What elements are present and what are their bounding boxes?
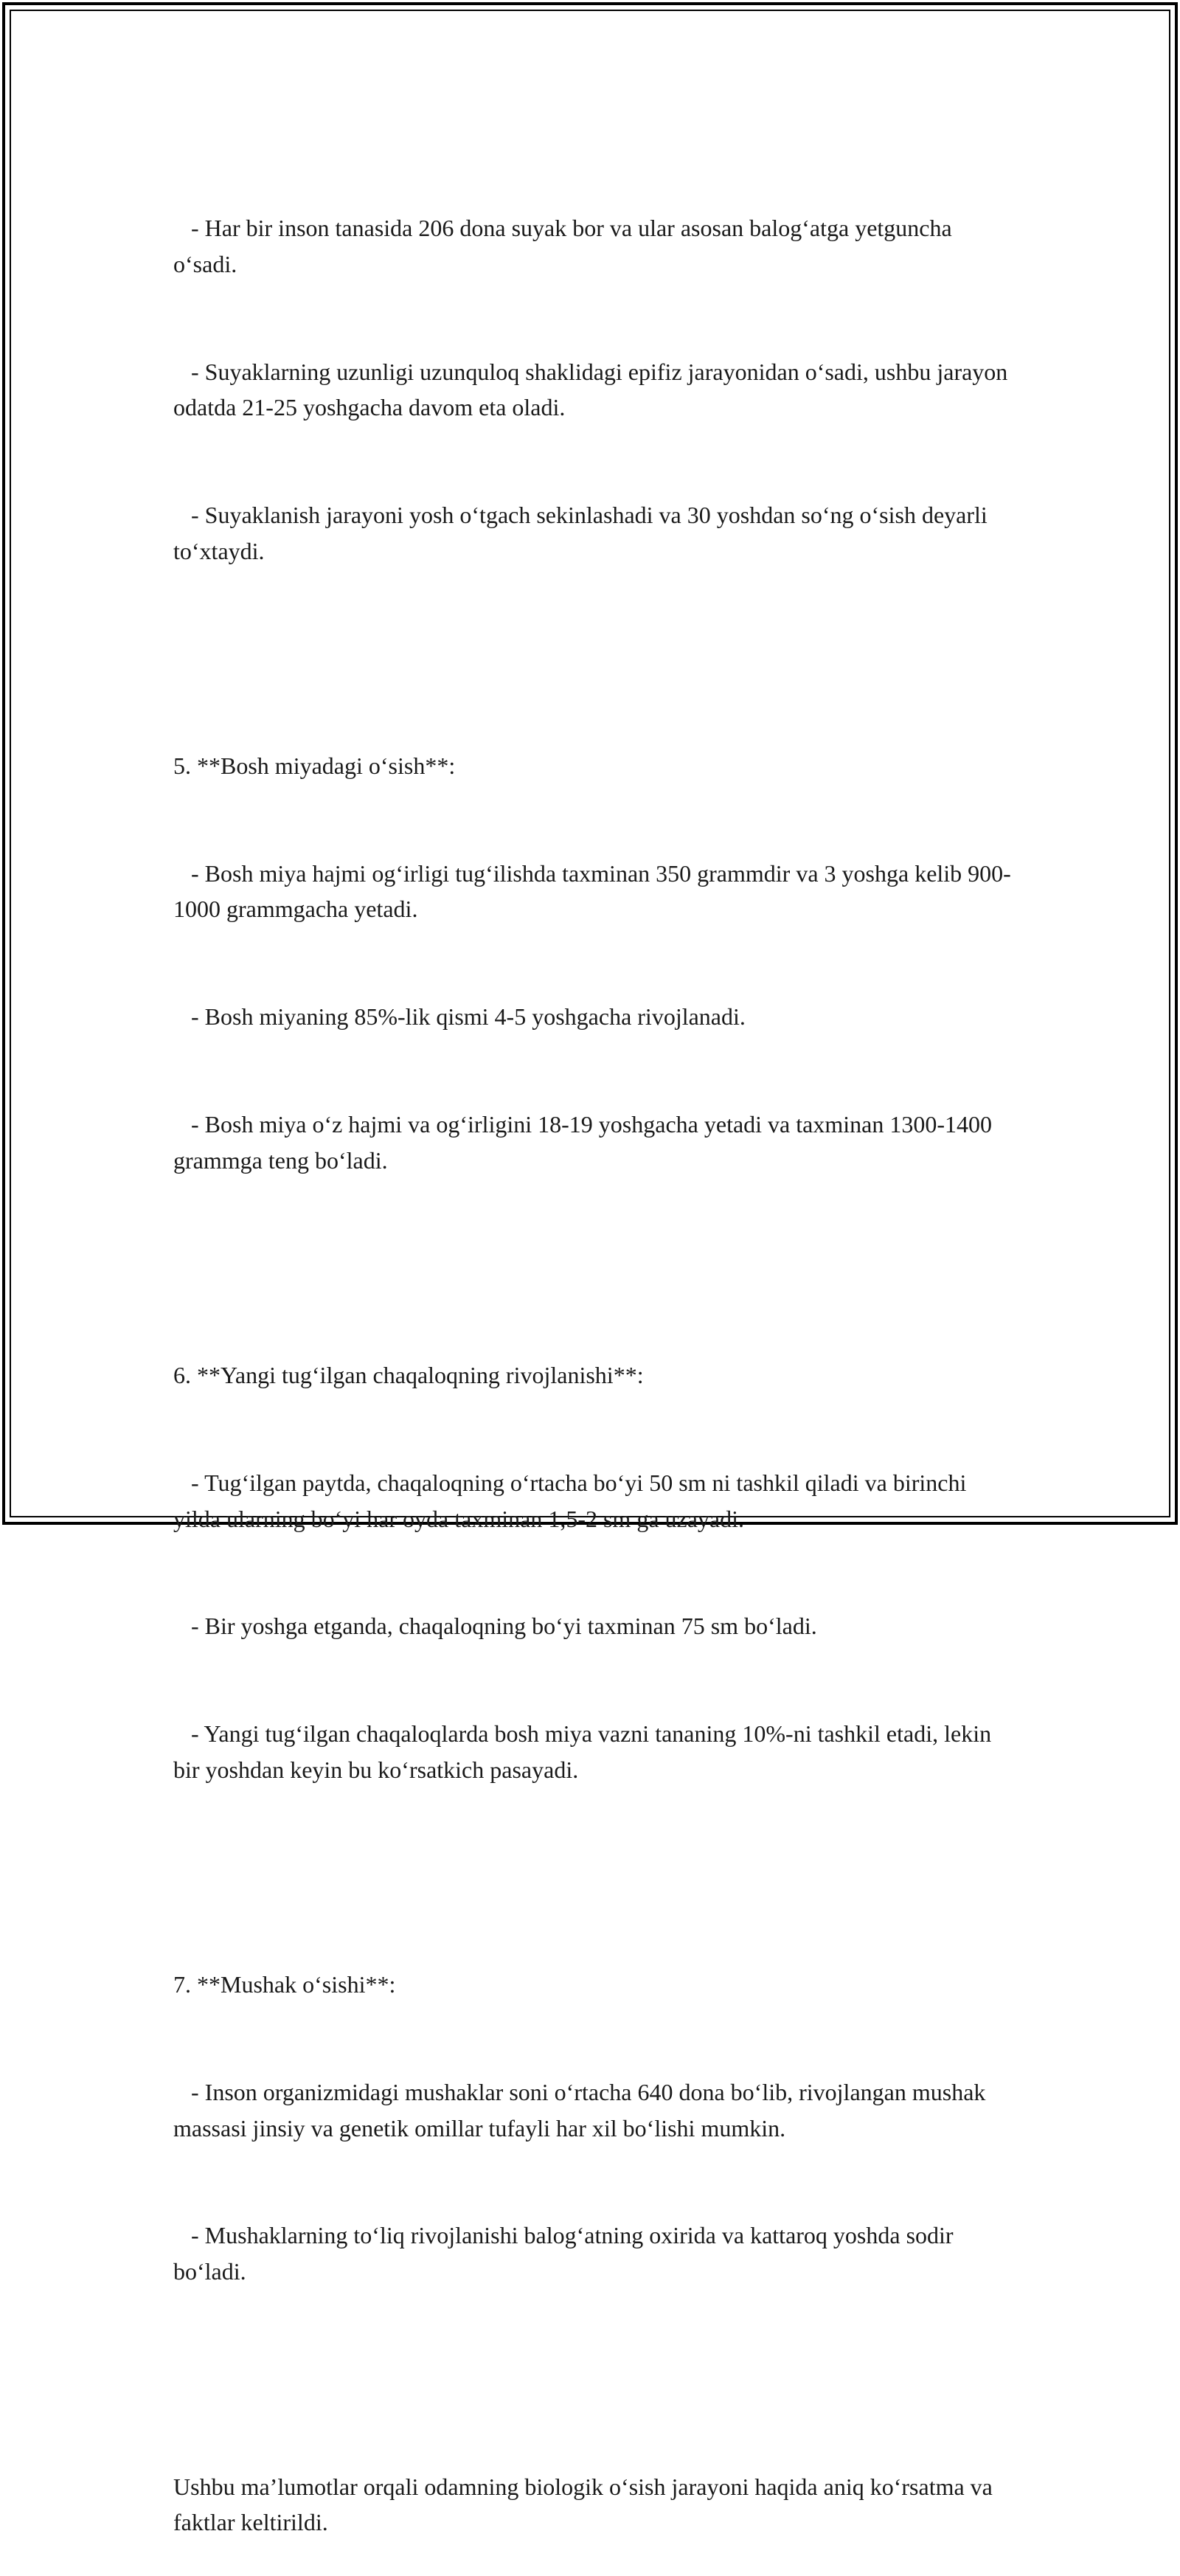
bullet-muscle-count: - Inson organizmidagi mushaklar soni o‘rtacha 640 dona bo‘lib, rivojlangan mushak massasi jinsiy va genetik omillar tufayli har xil bo‘lishi mumkin. (173, 2079, 992, 2142)
bullet-bones-ossification: - Suyaklanish jarayoni yosh o‘tgach sekinlashadi va 30 yoshdan so‘ng o‘sish deyarli to‘xtaydi. (173, 501, 993, 564)
paragraph-spacer (173, 2361, 1014, 2397)
conclusion-paragraph: Ushbu ma’lumotlar orqali odamning biologik o‘sish jarayoni haqida aniq ko‘rsatma va faktlar keltirildi. (173, 2473, 999, 2536)
bullet-brain-weight: - Bosh miya hajmi og‘irligi tug‘ilishda taxminan 350 grammdir va 3 yoshga kelib 900-1000 grammgacha yetadi. (173, 859, 1011, 923)
bullet-brain-adult: - Bosh miya o‘z hajmi va og‘irligini 18-19 yoshgacha yetadi va taxminan 1300-1400 grammga teng bo‘ladi. (173, 1111, 998, 1174)
paragraph-spacer (173, 1250, 1014, 1286)
paragraph-spacer (173, 1860, 1014, 1896)
section-heading-brain: 5. **Bosh miyadagi o‘sish**: (173, 752, 456, 780)
bullet-newborn-height: - Tug‘ilgan paytda, chaqaloqning o‘rtacha bo‘yi 50 sm ni tashkil qiladi va birinchi yilda ularning bo‘yi har oyda taxminan 1,5-2 sm ga uzayadi. (173, 1469, 973, 1532)
document-body (173, 139, 1014, 2576)
bullet-muscle-development: - Mushaklarning to‘liq rivojlanishi balog‘atning oxirida va kattaroq yoshda sodir bo‘ladi. (173, 2222, 959, 2285)
bullet-bones-count: - Har bir inson tanasida 206 dona suyak bor va ular asosan balog‘atga yetguncha o‘sadi. (173, 215, 958, 277)
section-heading-newborn: 6. **Yangi tug‘ilgan chaqaloqning rivojlanishi**: (173, 1362, 644, 1389)
bullet-newborn-brain: - Yangi tug‘ilgan chaqaloqlarda bosh miya vazni tananing 10%-ni tashkil etadi, lekin bir yoshdan keyin bu ko‘rsatkich pasayadi. (173, 1720, 998, 1783)
bullet-newborn-one-year: - Bir yoshga etganda, chaqaloqning bo‘yi taxminan 75 sm bo‘ladi. (173, 1613, 817, 1640)
section-heading-muscle: 7. **Mushak o‘sishi**: (173, 1971, 396, 1998)
bullet-brain-development: - Bosh miyaning 85%-lik qismi 4-5 yoshgacha rivojlanadi. (173, 1003, 746, 1031)
bullet-bones-length: - Suyaklarning uzunligi uzunquloq shaklidagi epifiz jarayonidan o‘sadi, ushbu jarayon odatda 21-25 yoshgacha davom eta oladi. (173, 358, 1014, 421)
paragraph-spacer (173, 640, 1014, 676)
